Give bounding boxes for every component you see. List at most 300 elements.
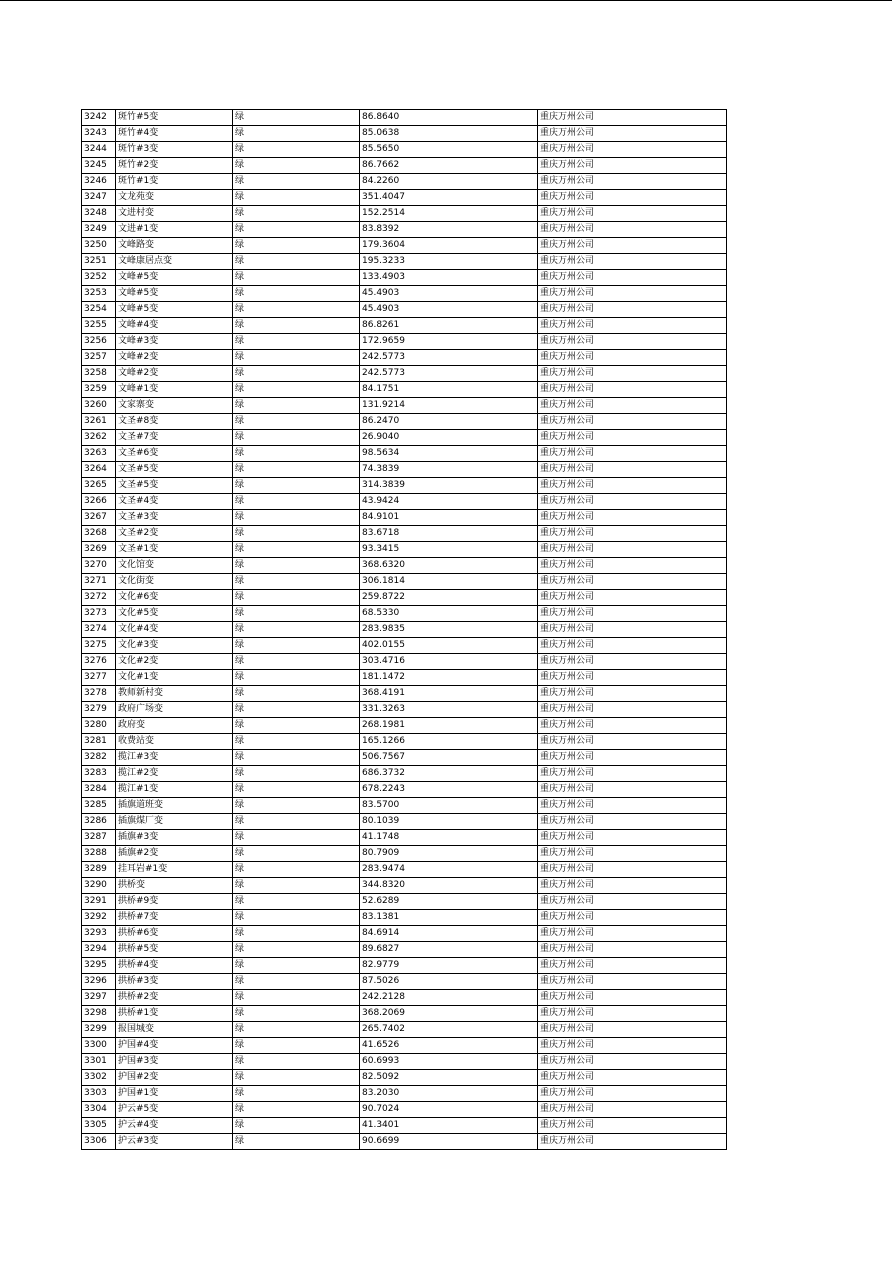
company-cell: 重庆万州公司: [538, 878, 727, 894]
company-cell: 重庆万州公司: [538, 606, 727, 622]
row-number-cell: 3284: [82, 782, 116, 798]
color-cell: 绿: [233, 814, 360, 830]
company-cell: 重庆万州公司: [538, 622, 727, 638]
company-cell: 重庆万州公司: [538, 302, 727, 318]
substation-name-cell: 文峰路变: [116, 238, 233, 254]
company-cell: 重庆万州公司: [538, 238, 727, 254]
color-cell: 绿: [233, 686, 360, 702]
color-cell: 绿: [233, 174, 360, 190]
company-cell: 重庆万州公司: [538, 286, 727, 302]
row-number-cell: 3297: [82, 990, 116, 1006]
substation-name-cell: 揽江#3变: [116, 750, 233, 766]
substation-name-cell: 斑竹#5变: [116, 110, 233, 126]
substation-name-cell: 斑竹#1变: [116, 174, 233, 190]
color-cell: 绿: [233, 142, 360, 158]
table-row: [82, 606, 727, 622]
table-row: [82, 1118, 727, 1134]
substation-name-cell: 文化街变: [116, 574, 233, 590]
value-cell: 87.5026: [360, 974, 538, 990]
value-cell: 195.3233: [360, 254, 538, 270]
table-row: [82, 190, 727, 206]
value-cell: 181.1472: [360, 670, 538, 686]
table-row: [82, 670, 727, 686]
company-cell: 重庆万州公司: [538, 590, 727, 606]
table-row: [82, 622, 727, 638]
table-row: [82, 510, 727, 526]
color-cell: 绿: [233, 286, 360, 302]
row-number-cell: 3286: [82, 814, 116, 830]
data-table: [81, 109, 727, 1150]
company-cell: 重庆万州公司: [538, 446, 727, 462]
substation-name-cell: 拱桥#9变: [116, 894, 233, 910]
row-number-cell: 3304: [82, 1102, 116, 1118]
company-cell: 重庆万州公司: [538, 974, 727, 990]
row-number-cell: 3268: [82, 526, 116, 542]
table-row: [82, 654, 727, 670]
value-cell: 242.5773: [360, 350, 538, 366]
row-number-cell: 3270: [82, 558, 116, 574]
company-cell: 重庆万州公司: [538, 382, 727, 398]
table-row: [82, 766, 727, 782]
company-cell: 重庆万州公司: [538, 510, 727, 526]
table-row: [82, 318, 727, 334]
company-cell: 重庆万州公司: [538, 1054, 727, 1070]
value-cell: 82.9779: [360, 958, 538, 974]
color-cell: 绿: [233, 558, 360, 574]
row-number-cell: 3243: [82, 126, 116, 142]
row-number-cell: 3259: [82, 382, 116, 398]
row-number-cell: 3267: [82, 510, 116, 526]
color-cell: 绿: [233, 526, 360, 542]
color-cell: 绿: [233, 878, 360, 894]
table-row: [82, 750, 727, 766]
row-number-cell: 3252: [82, 270, 116, 286]
company-cell: 重庆万州公司: [538, 942, 727, 958]
substation-name-cell: 护国#1变: [116, 1086, 233, 1102]
substation-name-cell: 文龙苑变: [116, 190, 233, 206]
color-cell: 绿: [233, 926, 360, 942]
table-row: [82, 542, 727, 558]
company-cell: 重庆万州公司: [538, 1038, 727, 1054]
substation-name-cell: 文圣#3变: [116, 510, 233, 526]
value-cell: 89.6827: [360, 942, 538, 958]
table-row: [82, 1134, 727, 1150]
page-top-rule: [0, 0, 892, 1]
value-cell: 60.6993: [360, 1054, 538, 1070]
value-cell: 131.9214: [360, 398, 538, 414]
company-cell: 重庆万州公司: [538, 142, 727, 158]
table-row: [82, 718, 727, 734]
value-cell: 402.0155: [360, 638, 538, 654]
row-number-cell: 3279: [82, 702, 116, 718]
table-row: [82, 798, 727, 814]
value-cell: 133.4903: [360, 270, 538, 286]
substation-name-cell: 文化#5变: [116, 606, 233, 622]
substation-name-cell: 文圣#5变: [116, 462, 233, 478]
value-cell: 678.2243: [360, 782, 538, 798]
substation-name-cell: 文圣#6变: [116, 446, 233, 462]
substation-name-cell: 护云#4变: [116, 1118, 233, 1134]
company-cell: 重庆万州公司: [538, 894, 727, 910]
table-row: [82, 686, 727, 702]
company-cell: 重庆万州公司: [538, 1070, 727, 1086]
company-cell: 重庆万州公司: [538, 462, 727, 478]
color-cell: 绿: [233, 606, 360, 622]
value-cell: 41.1748: [360, 830, 538, 846]
color-cell: 绿: [233, 638, 360, 654]
row-number-cell: 3242: [82, 110, 116, 126]
company-cell: 重庆万州公司: [538, 1102, 727, 1118]
company-cell: 重庆万州公司: [538, 318, 727, 334]
value-cell: 265.7402: [360, 1022, 538, 1038]
row-number-cell: 3303: [82, 1086, 116, 1102]
color-cell: 绿: [233, 126, 360, 142]
company-cell: 重庆万州公司: [538, 174, 727, 190]
row-number-cell: 3289: [82, 862, 116, 878]
row-number-cell: 3300: [82, 1038, 116, 1054]
substation-name-cell: 斑竹#3变: [116, 142, 233, 158]
color-cell: 绿: [233, 158, 360, 174]
substation-name-cell: 护云#3变: [116, 1134, 233, 1150]
color-cell: 绿: [233, 974, 360, 990]
substation-name-cell: 拱桥#6变: [116, 926, 233, 942]
company-cell: 重庆万州公司: [538, 366, 727, 382]
table-row: [82, 1070, 727, 1086]
row-number-cell: 3266: [82, 494, 116, 510]
value-cell: 368.4191: [360, 686, 538, 702]
value-cell: 90.7024: [360, 1102, 538, 1118]
color-cell: 绿: [233, 750, 360, 766]
company-cell: 重庆万州公司: [538, 718, 727, 734]
table-row: [82, 638, 727, 654]
color-cell: 绿: [233, 1006, 360, 1022]
row-number-cell: 3291: [82, 894, 116, 910]
row-number-cell: 3274: [82, 622, 116, 638]
company-cell: 重庆万州公司: [538, 782, 727, 798]
color-cell: 绿: [233, 478, 360, 494]
table-row: [82, 974, 727, 990]
table-row: [82, 1006, 727, 1022]
company-cell: 重庆万州公司: [538, 686, 727, 702]
value-cell: 52.6289: [360, 894, 538, 910]
table-row: [82, 862, 727, 878]
value-cell: 85.5650: [360, 142, 538, 158]
substation-name-cell: 拱桥#5变: [116, 942, 233, 958]
color-cell: 绿: [233, 766, 360, 782]
row-number-cell: 3287: [82, 830, 116, 846]
row-number-cell: 3295: [82, 958, 116, 974]
row-number-cell: 3265: [82, 478, 116, 494]
substation-name-cell: 文化#3变: [116, 638, 233, 654]
substation-name-cell: 斑竹#4变: [116, 126, 233, 142]
color-cell: 绿: [233, 318, 360, 334]
table-row: [82, 270, 727, 286]
color-cell: 绿: [233, 830, 360, 846]
company-cell: 重庆万州公司: [538, 1086, 727, 1102]
company-cell: 重庆万州公司: [538, 1006, 727, 1022]
color-cell: 绿: [233, 1086, 360, 1102]
company-cell: 重庆万州公司: [538, 334, 727, 350]
value-cell: 242.2128: [360, 990, 538, 1006]
row-number-cell: 3305: [82, 1118, 116, 1134]
substation-name-cell: 文峰#4变: [116, 318, 233, 334]
company-cell: 重庆万州公司: [538, 750, 727, 766]
table-row: [82, 1102, 727, 1118]
value-cell: 351.4047: [360, 190, 538, 206]
row-number-cell: 3249: [82, 222, 116, 238]
substation-name-cell: 拱桥变: [116, 878, 233, 894]
substation-name-cell: 文峰#2变: [116, 366, 233, 382]
company-cell: 重庆万州公司: [538, 830, 727, 846]
value-cell: 93.3415: [360, 542, 538, 558]
value-cell: 98.5634: [360, 446, 538, 462]
row-number-cell: 3292: [82, 910, 116, 926]
substation-name-cell: 拱桥#3变: [116, 974, 233, 990]
company-cell: 重庆万州公司: [538, 526, 727, 542]
substation-name-cell: 文进村变: [116, 206, 233, 222]
value-cell: 172.9659: [360, 334, 538, 350]
color-cell: 绿: [233, 798, 360, 814]
color-cell: 绿: [233, 1038, 360, 1054]
table-row: [82, 990, 727, 1006]
substation-name-cell: 文进#1变: [116, 222, 233, 238]
row-number-cell: 3275: [82, 638, 116, 654]
color-cell: 绿: [233, 254, 360, 270]
color-cell: 绿: [233, 110, 360, 126]
company-cell: 重庆万州公司: [538, 190, 727, 206]
value-cell: 41.6526: [360, 1038, 538, 1054]
table-row: [82, 494, 727, 510]
value-cell: 86.2470: [360, 414, 538, 430]
row-number-cell: 3282: [82, 750, 116, 766]
substation-name-cell: 文峰#5变: [116, 302, 233, 318]
table-row: [82, 350, 727, 366]
row-number-cell: 3250: [82, 238, 116, 254]
color-cell: 绿: [233, 350, 360, 366]
company-cell: 重庆万州公司: [538, 558, 727, 574]
substation-name-cell: 护云#5变: [116, 1102, 233, 1118]
row-number-cell: 3247: [82, 190, 116, 206]
substation-name-cell: 拱桥#7变: [116, 910, 233, 926]
company-cell: 重庆万州公司: [538, 398, 727, 414]
value-cell: 268.1981: [360, 718, 538, 734]
value-cell: 45.4903: [360, 286, 538, 302]
row-number-cell: 3294: [82, 942, 116, 958]
substation-name-cell: 插旗道班变: [116, 798, 233, 814]
table-row: [82, 782, 727, 798]
row-number-cell: 3256: [82, 334, 116, 350]
substation-name-cell: 护国#2变: [116, 1070, 233, 1086]
row-number-cell: 3244: [82, 142, 116, 158]
value-cell: 152.2514: [360, 206, 538, 222]
row-number-cell: 3272: [82, 590, 116, 606]
value-cell: 242.5773: [360, 366, 538, 382]
row-number-cell: 3248: [82, 206, 116, 222]
company-cell: 重庆万州公司: [538, 158, 727, 174]
table-row: [82, 942, 727, 958]
table-row: [82, 302, 727, 318]
table-row: [82, 1022, 727, 1038]
company-cell: 重庆万州公司: [538, 958, 727, 974]
table-row: [82, 574, 727, 590]
row-number-cell: 3299: [82, 1022, 116, 1038]
value-cell: 84.6914: [360, 926, 538, 942]
value-cell: 85.0638: [360, 126, 538, 142]
substation-name-cell: 文峰#5变: [116, 270, 233, 286]
color-cell: 绿: [233, 206, 360, 222]
color-cell: 绿: [233, 302, 360, 318]
company-cell: 重庆万州公司: [538, 862, 727, 878]
company-cell: 重庆万州公司: [538, 846, 727, 862]
color-cell: 绿: [233, 942, 360, 958]
row-number-cell: 3263: [82, 446, 116, 462]
color-cell: 绿: [233, 590, 360, 606]
row-number-cell: 3245: [82, 158, 116, 174]
company-cell: 重庆万州公司: [538, 206, 727, 222]
table-row: [82, 814, 727, 830]
value-cell: 90.6699: [360, 1134, 538, 1150]
color-cell: 绿: [233, 1070, 360, 1086]
value-cell: 686.3732: [360, 766, 538, 782]
row-number-cell: 3278: [82, 686, 116, 702]
company-cell: 重庆万州公司: [538, 638, 727, 654]
substation-name-cell: 文峰#1变: [116, 382, 233, 398]
value-cell: 506.7567: [360, 750, 538, 766]
substation-name-cell: 收费站变: [116, 734, 233, 750]
table-row: [82, 110, 727, 126]
table-row: [82, 702, 727, 718]
row-number-cell: 3276: [82, 654, 116, 670]
value-cell: 86.8640: [360, 110, 538, 126]
substation-name-cell: 文化馆变: [116, 558, 233, 574]
row-number-cell: 3269: [82, 542, 116, 558]
substation-name-cell: 文峰#2变: [116, 350, 233, 366]
value-cell: 83.5700: [360, 798, 538, 814]
substation-name-cell: 揽江#2变: [116, 766, 233, 782]
company-cell: 重庆万州公司: [538, 494, 727, 510]
value-cell: 45.4903: [360, 302, 538, 318]
color-cell: 绿: [233, 718, 360, 734]
row-number-cell: 3257: [82, 350, 116, 366]
table-row: [82, 126, 727, 142]
color-cell: 绿: [233, 1134, 360, 1150]
table-row: [82, 430, 727, 446]
company-cell: 重庆万州公司: [538, 654, 727, 670]
table-row: [82, 1086, 727, 1102]
value-cell: 80.1039: [360, 814, 538, 830]
table-row: [82, 958, 727, 974]
color-cell: 绿: [233, 782, 360, 798]
row-number-cell: 3261: [82, 414, 116, 430]
value-cell: 74.3839: [360, 462, 538, 478]
table-row: [82, 158, 727, 174]
row-number-cell: 3262: [82, 430, 116, 446]
substation-name-cell: 文峰康居点变: [116, 254, 233, 270]
value-cell: 179.3604: [360, 238, 538, 254]
substation-name-cell: 文化#1变: [116, 670, 233, 686]
substation-name-cell: 挂耳岩#1变: [116, 862, 233, 878]
substation-name-cell: 文化#6变: [116, 590, 233, 606]
table-row: [82, 846, 727, 862]
substation-name-cell: 文家寨变: [116, 398, 233, 414]
color-cell: 绿: [233, 462, 360, 478]
row-number-cell: 3301: [82, 1054, 116, 1070]
value-cell: 84.9101: [360, 510, 538, 526]
color-cell: 绿: [233, 446, 360, 462]
substation-name-cell: 拱桥#4变: [116, 958, 233, 974]
value-cell: 165.1266: [360, 734, 538, 750]
company-cell: 重庆万州公司: [538, 350, 727, 366]
substation-name-cell: 政府广场变: [116, 702, 233, 718]
row-number-cell: 3273: [82, 606, 116, 622]
company-cell: 重庆万州公司: [538, 126, 727, 142]
substation-name-cell: 文峰#3变: [116, 334, 233, 350]
value-cell: 314.3839: [360, 478, 538, 494]
row-number-cell: 3258: [82, 366, 116, 382]
substation-name-cell: 护国#3变: [116, 1054, 233, 1070]
row-number-cell: 3298: [82, 1006, 116, 1022]
value-cell: 83.2030: [360, 1086, 538, 1102]
substation-name-cell: 文化#2变: [116, 654, 233, 670]
color-cell: 绿: [233, 702, 360, 718]
value-cell: 283.9835: [360, 622, 538, 638]
company-cell: 重庆万州公司: [538, 766, 727, 782]
substation-name-cell: 揽江#1变: [116, 782, 233, 798]
substation-name-cell: 拱桥#2变: [116, 990, 233, 1006]
color-cell: 绿: [233, 1054, 360, 1070]
color-cell: 绿: [233, 654, 360, 670]
color-cell: 绿: [233, 1118, 360, 1134]
value-cell: 83.8392: [360, 222, 538, 238]
company-cell: 重庆万州公司: [538, 430, 727, 446]
value-cell: 68.5330: [360, 606, 538, 622]
table-row: [82, 238, 727, 254]
color-cell: 绿: [233, 1022, 360, 1038]
company-cell: 重庆万州公司: [538, 110, 727, 126]
company-cell: 重庆万州公司: [538, 910, 727, 926]
value-cell: 331.3263: [360, 702, 538, 718]
row-number-cell: 3254: [82, 302, 116, 318]
value-cell: 283.9474: [360, 862, 538, 878]
color-cell: 绿: [233, 990, 360, 1006]
substation-name-cell: 插旗煤厂变: [116, 814, 233, 830]
substation-name-cell: 文圣#1变: [116, 542, 233, 558]
color-cell: 绿: [233, 190, 360, 206]
substation-name-cell: 文峰#5变: [116, 286, 233, 302]
color-cell: 绿: [233, 734, 360, 750]
color-cell: 绿: [233, 894, 360, 910]
table-row: [82, 446, 727, 462]
table-row: [82, 254, 727, 270]
color-cell: 绿: [233, 862, 360, 878]
company-cell: 重庆万州公司: [538, 734, 727, 750]
row-number-cell: 3277: [82, 670, 116, 686]
color-cell: 绿: [233, 430, 360, 446]
table-row: [82, 910, 727, 926]
row-number-cell: 3281: [82, 734, 116, 750]
value-cell: 43.9424: [360, 494, 538, 510]
value-cell: 41.3401: [360, 1118, 538, 1134]
table-row: [82, 286, 727, 302]
value-cell: 86.7662: [360, 158, 538, 174]
color-cell: 绿: [233, 574, 360, 590]
row-number-cell: 3290: [82, 878, 116, 894]
color-cell: 绿: [233, 398, 360, 414]
table-row: [82, 1054, 727, 1070]
value-cell: 368.2069: [360, 1006, 538, 1022]
row-number-cell: 3251: [82, 254, 116, 270]
table-row: [82, 478, 727, 494]
